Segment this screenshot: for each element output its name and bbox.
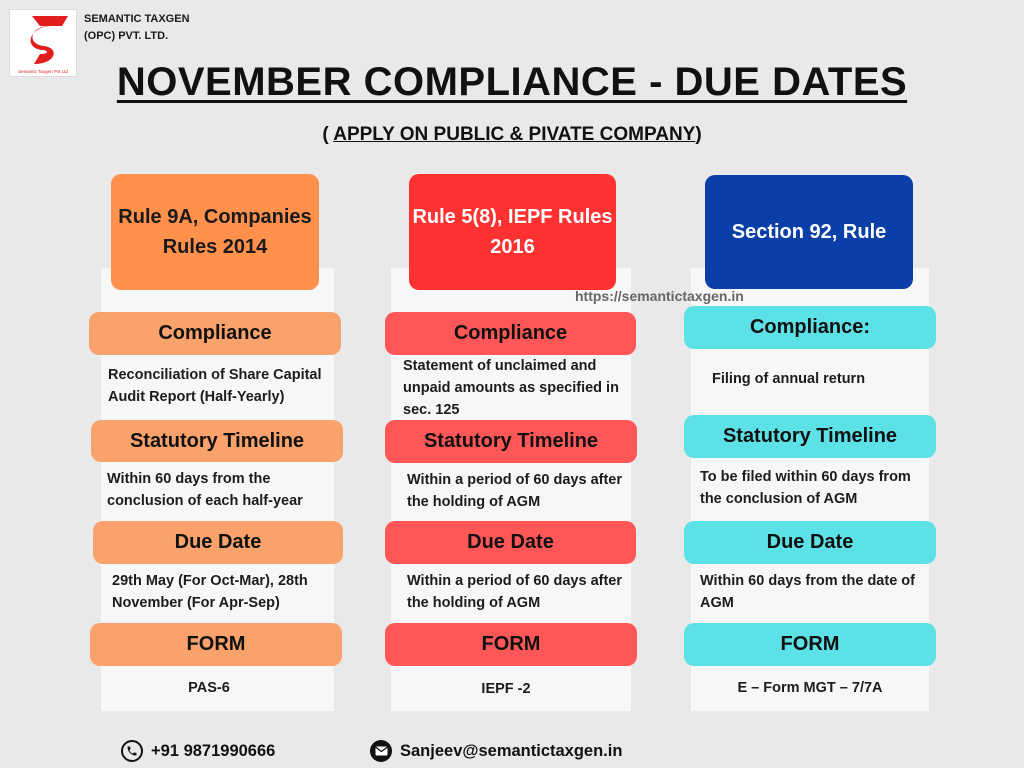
column-3-timeline-text: To be filed within 60 days from the conclusion of AGM (700, 469, 911, 507)
company-name-line1: SEMANTIC TAXGEN (84, 13, 190, 25)
column-2-compliance-label: Compliance (385, 312, 636, 355)
column-1-due-date-text: 29th May (For Oct-Mar), 28th November (For Apr-Sep) (112, 573, 308, 611)
phone-number: +91 9871990666 (151, 741, 276, 760)
column-3-form-label: FORM (684, 623, 936, 666)
column-1-compliance-label: Compliance (89, 312, 341, 355)
email-icon (370, 740, 392, 762)
column-1-heading: Rule 9A, Companies Rules 2014 (111, 174, 319, 290)
column-1-form-label: FORM (90, 623, 342, 666)
email-address: Sanjeev@semantictaxgen.in (400, 741, 623, 760)
column-2-timeline-text: Within a period of 60 days after the holding of AGM (407, 472, 622, 510)
column-3-compliance-text: Filing of annual return (712, 371, 866, 387)
email-contact[interactable] (370, 740, 622, 762)
column-3-due-date-text: Within 60 days from the date of AGM (700, 573, 915, 611)
column-2-compliance-text: Statement of unclaimed and unpaid amounts as specified in sec. 125 (403, 358, 619, 418)
column-1-due-date-label: Due Date (93, 521, 343, 564)
phone-icon (121, 740, 143, 762)
page-title: NOVEMBER COMPLIANCE - DUE DATES (116, 60, 908, 104)
column-2-due-date-text: Within a period of 60 days after the holding of AGM (407, 573, 622, 611)
logo-caption: Semantic Taxgen Pvt Ltd (18, 69, 68, 74)
column-1-compliance-text: Reconciliation of Share Capital Audit Report (Half-Yearly) (108, 367, 322, 405)
column-3-due-date-label: Due Date (684, 521, 936, 564)
column-2-form-value: IEPF -2 (481, 681, 531, 697)
company-name-line2: (OPC) PVT. LTD. (84, 30, 169, 42)
column-2-heading: Rule 5(8), IEPF Rules 2016 (409, 174, 616, 290)
subtitle-text: APPLY ON PUBLIC & PIVATE COMPANY (333, 124, 696, 145)
column-1-timeline-label: Statutory Timeline (91, 420, 343, 462)
company-name (84, 11, 190, 45)
column-2-form-label: FORM (385, 623, 637, 666)
phone-contact[interactable] (121, 740, 275, 762)
column-3-compliance-label: Compliance: (684, 306, 936, 349)
page-subtitle: ( APPLY ON PUBLIC & PIVATE COMPANY) (322, 124, 702, 145)
column-2-timeline-label: Statutory Timeline (385, 420, 637, 463)
column-3-timeline-label: Statutory Timeline (684, 415, 936, 458)
column-1-timeline-text: Within 60 days from the conclusion of each half-year (107, 471, 303, 509)
column-2-due-date-label: Due Date (385, 521, 636, 564)
column-1-form-value: PAS-6 (188, 680, 230, 696)
column-3-heading: Section 92, Rule (705, 175, 913, 289)
column-3-form-value: E – Form MGT – 7/7A (737, 680, 883, 696)
website-url[interactable]: https://semantictaxgen.in (575, 288, 744, 304)
